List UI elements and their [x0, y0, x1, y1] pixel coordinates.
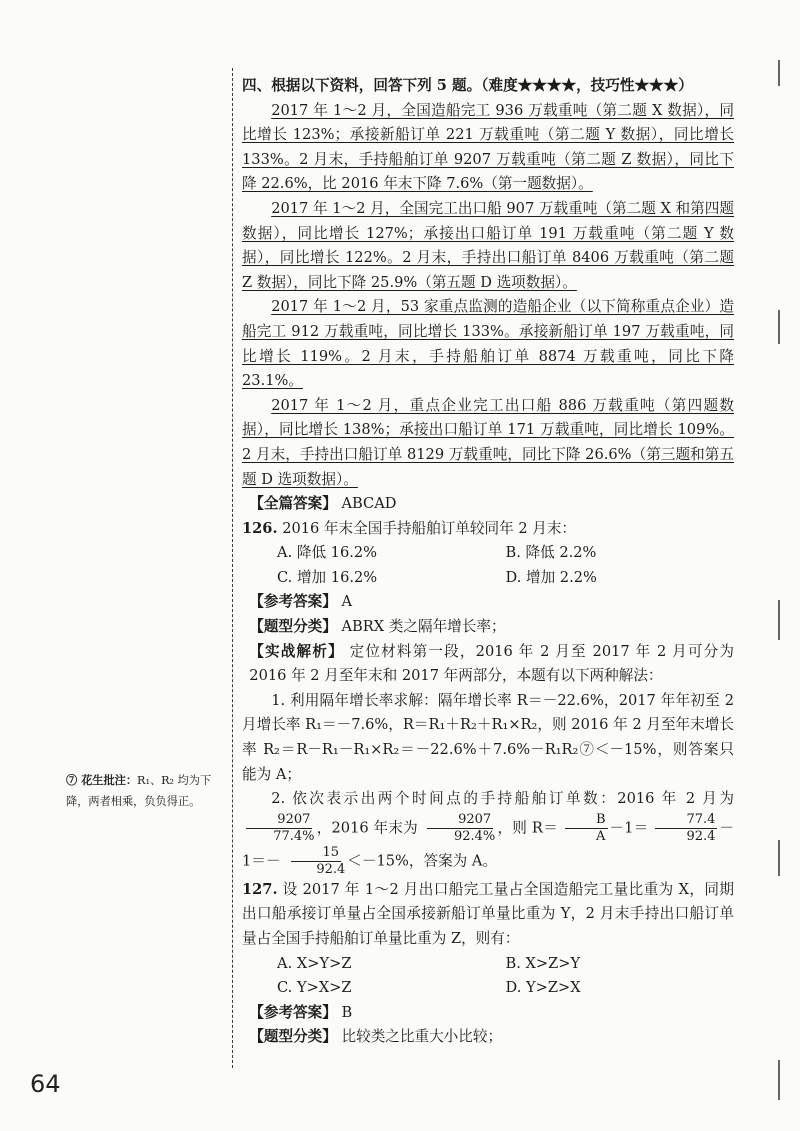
- fraction-2-den: 92.4%: [453, 828, 496, 844]
- question-127-type: [242, 1025, 734, 1050]
- question-126-number: 126.: [242, 519, 278, 537]
- type-value: 比较类之比重大小比较；: [341, 1028, 503, 1046]
- analysis-text: 定位材料第一段，2016 年 2 月至 2017 年 2 月可分为 2016 年 2 月至年末和 2017 年两部分，本题有以下两种解法：: [249, 642, 734, 685]
- fraction-1-num: 9207: [246, 812, 312, 829]
- analysis-method-2: [242, 787, 734, 878]
- method2-text-e: －1＝－: [242, 819, 735, 870]
- option-c: C. 增加 16.2%: [277, 568, 378, 586]
- method2-text-b: ，2016 年末为: [316, 819, 418, 837]
- material-paragraph-1: 2017 年 1～2 月，全国造船完工 936 万载重吨（第二题 X 数据），同比增长 123%；承接新船订单 221 万载重吨（第二题 Y 数据），同比增长 133%。2 月末，手持船舶订单 9207 万载重吨（第二题 Z 数据），同比下降 22.6%，比 2016 年末下降 7.6%（第一题数据）。: [242, 101, 734, 193]
- method2-text-c: ，则 R＝: [497, 819, 558, 837]
- section-heading: 四、根据以下资料，回答下列 5 题。（难度★★★★，技巧性★★★）: [242, 77, 693, 94]
- full-answers-label: 【全篇答案】: [249, 495, 337, 513]
- full-answers-value: ABCAD: [341, 495, 397, 513]
- material-paragraph-4: 2017 年 1～2 月，重点企业完工出口船 886 万载重吨（第四题数据），同比增长 138%；承接出口船订单 171 万载重吨，同比增长 109%。2 月末，手持出口船订单 8129 万载重吨，同比下降 26.6%（第三题和第五题 D 选项数据）。: [242, 396, 734, 488]
- fraction-4: [655, 812, 717, 845]
- material-paragraph-2: 2017 年 1～2 月，全国完工出口船 907 万载重吨（第二题 X 和第四题数据），同比增长 127%；承接出口船订单 191 万载重吨（第二题 Y 数据），同比增长 122%。2 月末，手持出口船订单 8406 万载重吨（第二题 Z 数据），同比下降 25.9%（第五题 D 选项数据）。: [242, 199, 734, 291]
- analysis-label: 【实战解析】: [249, 642, 344, 660]
- material-paragraph-3: 2017 年 1～2 月，53 家重点监测的造船企业（以下简称重点企业）造船完工 912 万载重吨，同比增长 133%。承接新船订单 197 万载重吨，同比增长 119%。2 月末，手持船舶订单 8874 万载重吨，同比下降 23.1%。: [242, 298, 734, 390]
- option-b: B. X>Z>Y: [505, 954, 581, 972]
- fraction-3-den: A: [596, 828, 606, 844]
- fraction-1-den: 77.4%: [273, 828, 315, 844]
- question-126-stem: [242, 517, 734, 542]
- annotation-label: ⑦ 花生批注：: [66, 773, 138, 787]
- method2-text-d: －1＝: [609, 819, 649, 837]
- margin-annotation: [66, 770, 221, 812]
- answer-value: B: [341, 1003, 353, 1021]
- question-127-stem: [242, 878, 734, 952]
- fraction-5-den: 92.4: [316, 861, 346, 877]
- type-label: 【题型分类】: [249, 618, 337, 636]
- analysis-method-1: 1. 利用隔年增长率求解：隔年增长率 R＝－22.6%，2017 年年初至 2 月增长率 R₁＝－7.6%，R＝R₁＋R₂＋R₁×R₂，则 2016 年 2 月至年末增长率 R₂＝R－R₁－R₁×R₂＝－22.6%＋7.6%－R₁R₂⑦＜－15%，则答案只能为 A；: [242, 691, 734, 783]
- fraction-2-num: 9207: [427, 812, 493, 829]
- method2-text-a: 2. 依次表示出两个时间点的手持船舶订单数：2016 年 2 月为: [271, 790, 734, 808]
- question-126-options: [242, 541, 734, 590]
- question-126-analysis: [242, 640, 734, 689]
- answer-label: 【参考答案】: [249, 593, 337, 611]
- option-b: B. 降低 2.2%: [505, 544, 597, 562]
- answer-value: A: [341, 593, 353, 611]
- type-label: 【题型分类】: [249, 1028, 337, 1046]
- fraction-2: [425, 812, 496, 845]
- fraction-1: [244, 812, 315, 845]
- binding-marks: [778, 40, 784, 1040]
- question-127-options: [242, 952, 734, 1001]
- option-d: D. 增加 2.2%: [505, 568, 597, 586]
- option-a: A. X>Y>Z: [277, 954, 352, 972]
- answer-label: 【参考答案】: [249, 1003, 337, 1021]
- question-127-text: 设 2017 年 1～2 月出口船完工量占全国造船完工量比重为 X，同期出口船承接订单量占全国承接新船订单量比重为 Y，2 月末手持出口船订单量占全国手持船舶订单量比重为 Z，则有：: [242, 880, 735, 947]
- question-126-text: 2016 年末全国手持船舶订单较同年 2 月末：: [282, 519, 577, 537]
- option-c: C. Y>X>Z: [277, 979, 352, 997]
- fraction-4-num: 77.4: [655, 812, 717, 829]
- annotation-text: R₁、R₂ 均为下降，两者相乘，负负得正。: [66, 774, 212, 808]
- fraction-5-num: 15: [291, 845, 341, 862]
- type-value: ABRX 类之隔年增长率；: [341, 618, 506, 636]
- main-content: [242, 74, 734, 1050]
- question-127-number: 127.: [242, 880, 278, 898]
- full-answers: [242, 492, 734, 517]
- fraction-5: [287, 845, 345, 878]
- question-126-type: [242, 615, 734, 640]
- question-127-answer: [242, 1001, 734, 1026]
- method2-text-f: ＜－15%，答案为 A。: [347, 852, 498, 870]
- fraction-3-num: B: [565, 812, 608, 829]
- fraction-4-den: 92.4: [686, 828, 716, 844]
- option-a: A. 降低 16.2%: [277, 544, 378, 562]
- fraction-3: [565, 812, 608, 845]
- margin-divider: [232, 68, 233, 1068]
- page-number: 64: [30, 1070, 61, 1098]
- option-d: D. Y>Z>X: [505, 979, 581, 997]
- question-126-answer: [242, 590, 734, 615]
